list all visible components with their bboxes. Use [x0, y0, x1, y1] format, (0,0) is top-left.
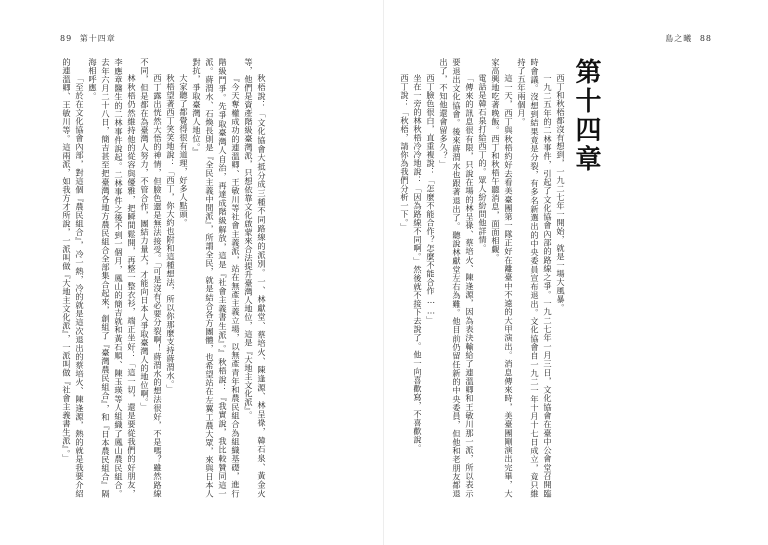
left-paragraph: 『今天奪權成功的連溫卿、王敏川等社會主義派，站在無產主義立場，以無產青年和農民組合為組織基礎，進行階級鬥爭。先爭取臺灣人自治，再達成階級解放，這是『社會主義書生派』。』秋梧說：『我實說，我比較贊同這一派。蔣渭水、石煥長則是『全民主義中間派』，所謂全民，就是結合各方團體，也希望站在左翼工農大眾，來與日本人對抗，爭取臺灣人地位。』 [192, 58, 241, 498]
right-page [398, 58, 718, 498]
right-paragraph: 西丁臉色很白，直重複說：「怎麼不能合作？怎麼不能合作……」 [426, 74, 436, 325]
left-page-number: 89 [60, 34, 73, 43]
right-paragraph: 西丁說：「秋梧，請你為我們分析一下。」 [400, 74, 410, 232]
right-page-header [665, 33, 716, 44]
left-page-header [56, 33, 116, 44]
right-paragraph: 這一天，西丁與秋梧約好去看美臺團第一隊正好在離臺中不遠的大甲演出。消息傳來時，美臺團剛演出完畢，大家高興地吃著晚飯。西丁和秋梧午聽消息，面面相覷。 [491, 58, 514, 498]
right-paragraph: 電話是韓石泉打給西丁的。眾人紛紛問他詳情。 [478, 74, 488, 253]
left-page-text [60, 58, 268, 498]
page-gutter [383, 0, 384, 545]
right-page-number: 88 [699, 34, 712, 43]
right-paragraph: 一九二五年的二林事件，引起了文化協會內部的路線之爭。一九二七年一月三日，文化協會在臺中公會堂召開臨時會議。沒想到結果竟是分裂，有多名新選出的中央委員宣布退出。文化協會自一九二一年十月十七日成立，竟只維持了五年兩個月。 [517, 58, 553, 498]
left-page [60, 58, 375, 498]
right-paragraph: 「傳來的訊息很有限，只說在場的林呈祿、蔡培火、陳逢源，因為表決輸給了連溫卿和王敏川那一派，所以表示要退出文化協會。後來蔣渭水也跟著退出了。聽說林獻堂左右為難。他目前仍留任新的中央委員，但他和老朋友都退出了，不知他還會留多久？」 [439, 58, 475, 498]
left-paragraph: 「至於在文化協會內部，對這個『農民組合』，冷一熱，冷的就是這次退出的蔡培火、陳逢源，熱的就是我要介紹的連溫卿、王敏川等。這兩派，如我方才所說，一派叫做『大地主文化派』，一派叫做『社會主義書生派』。」 [62, 58, 85, 498]
chapter-title: 第十四章 [571, 58, 601, 174]
left-paragraph: 大家聽了都覺得很有道理，好多人點頭。 [179, 74, 189, 228]
right-paragraph: 坐在一旁的林秋梧冷冷地說：「因為路線不同啊。」然後就不接下去說了。他一向喜歡寫，不喜歡說。 [413, 74, 423, 453]
left-paragraph: 林秋梧仍然維持他的從容與優雅，把瞬間鬆開，再整一整衣衫，端正坐好：「這一切，還是要從我們的好朋友，李應章醫生的二林事件說起。二林事件之後不到一個月，鳳山的簡吉就和黃石順、陳玉瑛等人組織了鳳山農民組合。去年六月二十八日，簡吉甚至把臺灣各地方農民組合全部集合起來，創組了『臺灣農民組合』，和『日本農民組合』隔海相呼應。 [88, 58, 137, 498]
left-paragraph: 秋梧說：「文化協會大抵分成三種不同路線的派別。一、林獻堂、蔡培火、陳逢源、林呈祿，韓石泉、黃金火等，他們是資產階級臺灣派，只想依靠文化啟蒙來合法提升臺灣人地位，這是『大地主文化派』。 [244, 58, 267, 498]
left-running-head: 第十四章 [79, 34, 116, 43]
right-running-head: 島之曦 [665, 34, 693, 43]
right-page-text [398, 58, 601, 498]
right-paragraph: 西丁和秋梧都沒有想到，一九二七年一開始，就是一場大風暴。 [556, 74, 566, 313]
left-paragraph: 西丁露出恍然大悟的神情，但臉色還是無法接受。「可是沒有必要分裂啊！蔣渭水的想法很好，不是嗎？雖然路線不同，但是都在為臺灣人努力，不管合作，團結力量大，才能向日本人爭取臺灣人的地位啊。」 [140, 58, 163, 498]
left-paragraph: 秋梧望著西丁笑笑地說：「西丁，你大約也附和這種想法，所以你那麼支持蔣渭水。」 [166, 74, 176, 394]
